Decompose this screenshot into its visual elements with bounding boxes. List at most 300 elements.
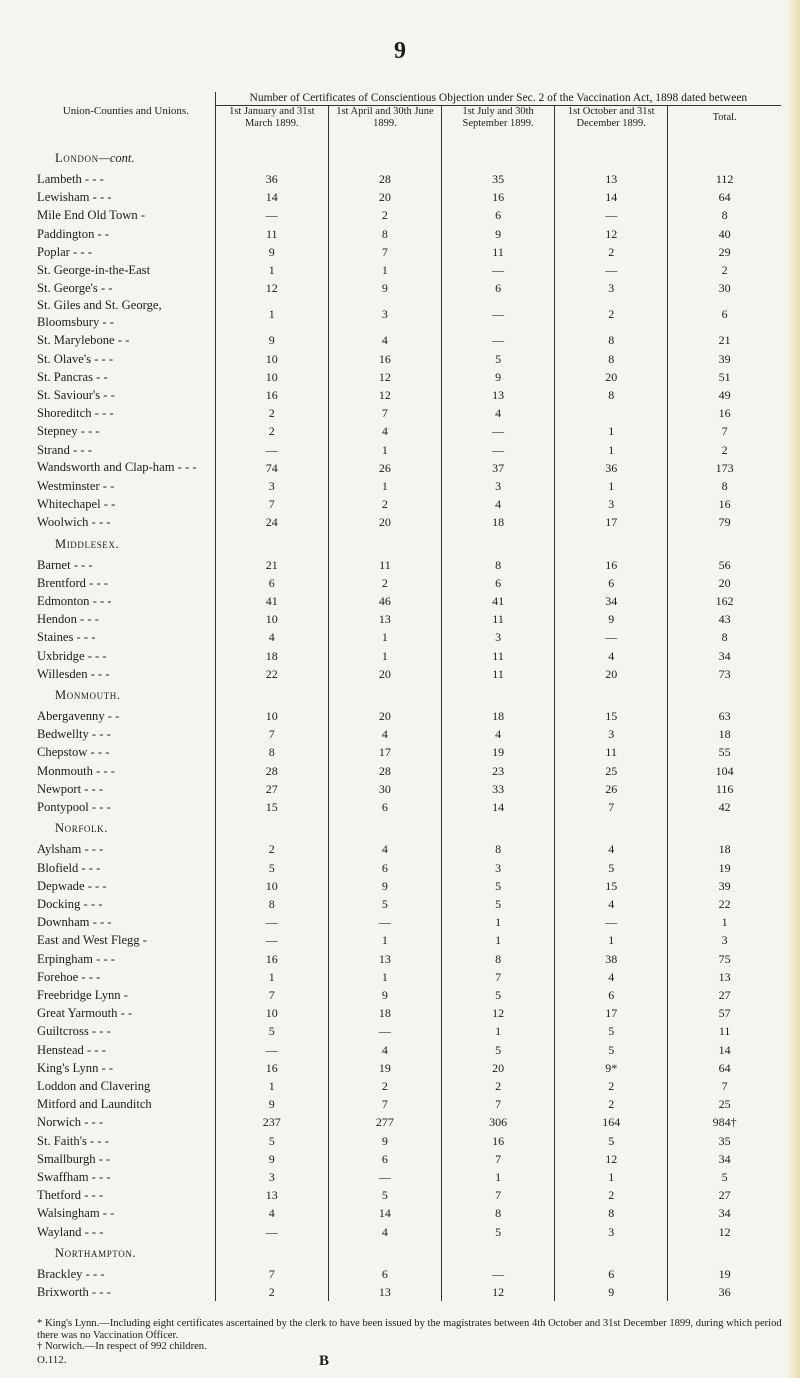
count-cell: 6 <box>215 574 328 592</box>
count-cell: 10 <box>215 877 328 895</box>
count-cell: 7 <box>442 1186 555 1204</box>
total-cell: 73 <box>668 665 781 683</box>
count-cell: 15 <box>555 877 668 895</box>
total-cell: 43 <box>668 610 781 628</box>
union-name: Loddon and Clavering <box>37 1078 151 1093</box>
union-name: Shoreditch - - - <box>37 406 114 421</box>
count-cell: 26 <box>328 459 441 477</box>
count-cell: 16 <box>442 188 555 206</box>
union-name: Swaffham - - - <box>37 1169 111 1184</box>
empty-cell <box>328 532 441 556</box>
count-cell: 2 <box>328 206 441 224</box>
count-cell: 1 <box>555 931 668 949</box>
table-row <box>37 762 781 780</box>
total-header: Total. <box>668 106 781 131</box>
count-cell: 1 <box>328 441 441 459</box>
union-name: Docking - - - <box>37 896 103 911</box>
count-cell: 1 <box>442 913 555 931</box>
count-cell: 1 <box>328 931 441 949</box>
empty-cell <box>555 683 668 707</box>
count-cell: 7 <box>215 495 328 513</box>
section-heading <box>37 683 215 707</box>
count-cell: 4 <box>555 647 668 665</box>
union-name: Hendon - - - <box>37 612 99 627</box>
count-cell: 8 <box>328 225 441 243</box>
count-cell: 12 <box>555 225 668 243</box>
count-cell: 28 <box>328 170 441 188</box>
table-row <box>37 574 781 592</box>
union-name: St. Olave's - - - <box>37 351 114 366</box>
union-name: Stepney - - - <box>37 424 100 439</box>
count-cell: 24 <box>215 513 328 531</box>
union-name: St. George-in-the-East <box>37 263 151 278</box>
union-name: Whitechapel - - <box>37 497 116 512</box>
count-cell: 8 <box>555 386 668 404</box>
count-cell: — <box>215 931 328 949</box>
total-cell: 21 <box>668 331 781 349</box>
page-edge-shade <box>786 0 800 1378</box>
total-cell: 22 <box>668 895 781 913</box>
table-row <box>37 1095 781 1113</box>
count-cell: 2 <box>442 1077 555 1095</box>
count-cell: 3 <box>442 859 555 877</box>
count-cell: 7 <box>442 968 555 986</box>
total-cell: 173 <box>668 459 781 477</box>
count-cell: 11 <box>442 665 555 683</box>
table-row <box>37 170 781 188</box>
table-row <box>37 331 781 349</box>
table-row <box>37 665 781 683</box>
count-cell: 3 <box>215 1168 328 1186</box>
table-row <box>37 610 781 628</box>
total-cell: 5 <box>668 1168 781 1186</box>
empty-cell <box>328 816 441 840</box>
count-cell: 6 <box>328 1265 441 1283</box>
count-cell: 1 <box>215 1077 328 1095</box>
signature-letter: B <box>319 1353 330 1369</box>
table-row <box>37 1223 781 1241</box>
table-row <box>37 297 781 331</box>
total-cell: 8 <box>668 477 781 495</box>
count-cell: 16 <box>328 350 441 368</box>
union-name: Mile End Old Town - <box>37 208 146 223</box>
section-title: Middlesex. <box>55 536 120 551</box>
count-cell: 11 <box>442 243 555 261</box>
count-cell: 7 <box>442 1095 555 1113</box>
empty-cell <box>215 1241 328 1265</box>
count-cell: 2 <box>328 495 441 513</box>
count-cell: 306 <box>442 1113 555 1131</box>
count-cell: — <box>442 261 555 279</box>
empty-cell <box>442 683 555 707</box>
count-cell: 8 <box>442 840 555 858</box>
count-cell: 18 <box>442 513 555 531</box>
count-cell: 11 <box>442 610 555 628</box>
count-cell: 28 <box>215 762 328 780</box>
count-cell: 7 <box>328 243 441 261</box>
union-name: Depwade - - - <box>37 878 107 893</box>
union-name: Lewisham - - - <box>37 190 112 205</box>
count-cell: 20 <box>328 513 441 531</box>
count-cell: — <box>215 441 328 459</box>
table-row <box>37 913 781 931</box>
count-cell: 237 <box>215 1113 328 1131</box>
count-cell: 2 <box>555 297 668 331</box>
count-cell: 20 <box>442 1059 555 1077</box>
count-cell: 4 <box>555 840 668 858</box>
count-cell: — <box>215 913 328 931</box>
count-cell: 5 <box>215 1022 328 1040</box>
table-row <box>37 628 781 646</box>
union-name: Erpingham - - - <box>37 951 115 966</box>
count-cell: 36 <box>555 459 668 477</box>
union-name: St. Pancras - - <box>37 369 108 384</box>
count-cell: 16 <box>215 950 328 968</box>
count-cell: 4 <box>328 725 441 743</box>
union-name: Woolwich - - - <box>37 515 111 530</box>
count-cell: 12 <box>328 386 441 404</box>
count-cell: — <box>555 913 668 931</box>
section-heading-row <box>37 532 781 556</box>
period-header: 1st July and 30th September 1899. <box>442 106 555 131</box>
count-cell: 19 <box>328 1059 441 1077</box>
count-cell <box>555 404 668 422</box>
section-title: Northampton. <box>55 1245 137 1260</box>
count-cell: 5 <box>442 1041 555 1059</box>
count-cell: 17 <box>555 1004 668 1022</box>
count-cell: 13 <box>328 1283 441 1301</box>
table-row <box>37 495 781 513</box>
empty-cell <box>442 1241 555 1265</box>
empty-cell <box>215 532 328 556</box>
count-cell: 13 <box>215 1186 328 1204</box>
page-number: 9 <box>394 38 406 64</box>
count-cell: 3 <box>328 297 441 331</box>
count-cell: 3 <box>442 628 555 646</box>
section-heading <box>37 532 215 556</box>
count-cell: 4 <box>442 404 555 422</box>
count-cell: 9 <box>328 877 441 895</box>
table-row <box>37 1150 781 1168</box>
total-cell: 27 <box>668 986 781 1004</box>
count-cell: 277 <box>328 1113 441 1131</box>
total-cell: 16 <box>668 404 781 422</box>
empty-cell <box>668 816 781 840</box>
total-cell: 63 <box>668 707 781 725</box>
union-name: Guiltcross - - - <box>37 1024 111 1039</box>
total-cell: 20 <box>668 574 781 592</box>
table-row <box>37 1113 781 1131</box>
count-cell: 10 <box>215 610 328 628</box>
footnote-kings-lynn: * King's Lynn.—Including eight certificates ascertained by the clerk to have been issued by the magistrates between 4th October and 31st December 1899, during which period there was no Vaccination Officer. <box>37 1318 782 1341</box>
count-cell: 9* <box>555 1059 668 1077</box>
count-cell: — <box>328 1022 441 1040</box>
section-heading <box>37 130 215 170</box>
total-cell: 19 <box>668 1265 781 1283</box>
count-cell: 5 <box>328 1186 441 1204</box>
union-name: St. Marylebone - - <box>37 333 130 348</box>
table-row <box>37 877 781 895</box>
count-cell: 14 <box>555 188 668 206</box>
count-cell: 35 <box>442 170 555 188</box>
count-cell: 164 <box>555 1113 668 1131</box>
section-title: Monmouth. <box>55 688 121 703</box>
union-column-header: Union-Counties and Unions. <box>62 105 189 117</box>
count-cell: 3 <box>555 495 668 513</box>
count-cell: 4 <box>555 895 668 913</box>
count-cell: 13 <box>328 950 441 968</box>
count-cell: 16 <box>555 556 668 574</box>
table-row <box>37 1283 781 1301</box>
total-cell: 79 <box>668 513 781 531</box>
period-header: 1st April and 30th June 1899. <box>328 106 441 131</box>
section-title: Norfolk. <box>55 821 108 836</box>
section-heading <box>37 1241 215 1265</box>
total-cell: 6 <box>668 297 781 331</box>
count-cell: 18 <box>442 707 555 725</box>
union-name: Aylsham - - - <box>37 842 104 857</box>
count-cell: 2 <box>215 840 328 858</box>
table-row <box>37 513 781 531</box>
table-row <box>37 780 781 798</box>
table-row <box>37 895 781 913</box>
total-cell: 51 <box>668 368 781 386</box>
count-cell: 14 <box>328 1204 441 1222</box>
union-name: Monmouth - - - <box>37 763 116 778</box>
table-row <box>37 859 781 877</box>
total-cell: 14 <box>668 1041 781 1059</box>
count-cell: 30 <box>328 780 441 798</box>
count-cell: 13 <box>442 386 555 404</box>
total-cell: 29 <box>668 243 781 261</box>
count-cell: 10 <box>215 368 328 386</box>
total-cell: 1 <box>668 913 781 931</box>
empty-cell <box>668 1241 781 1265</box>
count-cell: 20 <box>555 368 668 386</box>
union-name: Bedwellty - - - <box>37 727 111 742</box>
count-cell: 1 <box>215 261 328 279</box>
section-title-suffix: —cont. <box>98 151 135 165</box>
table-row <box>37 1041 781 1059</box>
empty-cell <box>215 816 328 840</box>
count-cell: 1 <box>328 647 441 665</box>
count-cell: 22 <box>215 665 328 683</box>
union-name: Freebridge Lynn - <box>37 987 128 1002</box>
total-cell: 18 <box>668 840 781 858</box>
count-cell: 41 <box>215 592 328 610</box>
section-heading-row <box>37 1241 781 1265</box>
total-cell: 30 <box>668 279 781 297</box>
count-cell: — <box>555 261 668 279</box>
count-cell: 12 <box>555 1150 668 1168</box>
total-cell: 75 <box>668 950 781 968</box>
count-cell: 5 <box>215 859 328 877</box>
count-cell: 3 <box>442 477 555 495</box>
count-cell: 9 <box>442 368 555 386</box>
count-cell: 18 <box>215 647 328 665</box>
count-cell: 3 <box>555 279 668 297</box>
period-header: 1st October and 31st December 1899. <box>555 106 668 131</box>
table-row <box>37 386 781 404</box>
count-cell: 7 <box>555 798 668 816</box>
empty-cell <box>442 532 555 556</box>
count-cell: 17 <box>328 743 441 761</box>
count-cell: 9 <box>215 331 328 349</box>
table-row <box>37 459 781 477</box>
table-row <box>37 968 781 986</box>
count-cell: 3 <box>555 725 668 743</box>
count-cell: 19 <box>442 743 555 761</box>
count-cell: 4 <box>328 1223 441 1241</box>
union-name: King's Lynn - - <box>37 1060 114 1075</box>
count-cell: 15 <box>555 707 668 725</box>
empty-cell <box>668 532 781 556</box>
page-footer <box>37 1354 783 1370</box>
count-cell: 9 <box>328 1132 441 1150</box>
union-name: Poplar - - - <box>37 244 92 259</box>
count-cell: 1 <box>328 968 441 986</box>
count-cell: 21 <box>215 556 328 574</box>
count-cell: 16 <box>215 386 328 404</box>
count-cell: 7 <box>442 1150 555 1168</box>
count-cell: 6 <box>442 206 555 224</box>
count-cell: 1 <box>328 477 441 495</box>
count-cell: 8 <box>442 556 555 574</box>
table-row <box>37 931 781 949</box>
total-cell: 19 <box>668 859 781 877</box>
table-row <box>37 368 781 386</box>
table-row <box>37 798 781 816</box>
union-name: Lambeth - - - <box>37 172 104 186</box>
count-cell: — <box>442 1265 555 1283</box>
total-cell: 7 <box>668 1077 781 1095</box>
count-cell: 20 <box>328 707 441 725</box>
count-cell: 17 <box>555 513 668 531</box>
total-cell: 8 <box>668 206 781 224</box>
count-cell: 4 <box>555 968 668 986</box>
total-cell: 116 <box>668 780 781 798</box>
union-name: Great Yarmouth - - <box>37 1006 133 1021</box>
count-cell: 4 <box>215 1204 328 1222</box>
table-row <box>37 743 781 761</box>
count-cell: 6 <box>442 574 555 592</box>
count-cell: 2 <box>215 404 328 422</box>
table-row <box>37 279 781 297</box>
union-name: Wandsworth and Clap-ham - - - <box>37 460 197 475</box>
count-cell: 41 <box>442 592 555 610</box>
empty-cell <box>215 130 328 170</box>
count-cell: 2 <box>328 574 441 592</box>
total-cell: 64 <box>668 1059 781 1077</box>
count-cell: — <box>442 331 555 349</box>
union-name: Wayland - - - <box>37 1224 104 1239</box>
count-cell: 7 <box>215 725 328 743</box>
count-cell: 9 <box>555 610 668 628</box>
count-cell: 4 <box>442 495 555 513</box>
count-cell: 4 <box>328 840 441 858</box>
certificates-table <box>37 92 781 1301</box>
table-row <box>37 477 781 495</box>
count-cell: 5 <box>555 1022 668 1040</box>
count-cell: 2 <box>555 1077 668 1095</box>
empty-cell <box>668 130 781 170</box>
total-cell: 35 <box>668 1132 781 1150</box>
union-name: St. George's - - <box>37 281 113 296</box>
count-cell: 34 <box>555 592 668 610</box>
count-cell: 33 <box>442 780 555 798</box>
period-header: 1st January and 31st March 1899. <box>215 106 328 131</box>
table-row <box>37 206 781 224</box>
empty-cell <box>328 683 441 707</box>
table-row <box>37 1132 781 1150</box>
count-cell: 26 <box>555 780 668 798</box>
table-row <box>37 188 781 206</box>
union-name: Blofield - - - <box>37 860 101 875</box>
union-name: Pontypool - - - <box>37 800 111 815</box>
count-cell: 6 <box>555 1265 668 1283</box>
union-name: Abergavenny - - <box>37 709 120 724</box>
table-row <box>37 1022 781 1040</box>
count-cell: 2 <box>215 422 328 440</box>
table-row <box>37 647 781 665</box>
count-cell: 6 <box>555 574 668 592</box>
count-cell: 1 <box>555 1168 668 1186</box>
count-cell: 8 <box>555 331 668 349</box>
count-cell: 4 <box>328 1041 441 1059</box>
table-row <box>37 441 781 459</box>
union-name: Walsingham - - <box>37 1206 115 1221</box>
count-cell: 1 <box>442 1022 555 1040</box>
count-cell: 1 <box>555 422 668 440</box>
count-cell: 27 <box>215 780 328 798</box>
total-cell: 162 <box>668 592 781 610</box>
count-cell: 6 <box>442 279 555 297</box>
count-cell: 7 <box>328 1095 441 1113</box>
count-cell: 6 <box>555 986 668 1004</box>
section-heading-row <box>37 683 781 707</box>
total-cell: 40 <box>668 225 781 243</box>
count-cell: 10 <box>215 350 328 368</box>
count-cell: — <box>215 206 328 224</box>
section-heading <box>37 816 215 840</box>
count-cell: 8 <box>215 895 328 913</box>
count-cell: 14 <box>442 798 555 816</box>
count-cell: — <box>328 913 441 931</box>
section-title: London <box>55 151 99 165</box>
total-cell: 2 <box>668 261 781 279</box>
union-name: Edmonton - - - <box>37 594 112 609</box>
count-cell: 12 <box>215 279 328 297</box>
union-name: Uxbridge - - - <box>37 648 107 663</box>
count-cell: 2 <box>555 1095 668 1113</box>
count-cell: 3 <box>555 1223 668 1241</box>
table-row <box>37 243 781 261</box>
count-cell: 5 <box>555 859 668 877</box>
count-cell: 20 <box>328 665 441 683</box>
count-cell: 9 <box>442 225 555 243</box>
total-cell: 104 <box>668 762 781 780</box>
total-cell: 3 <box>668 931 781 949</box>
total-cell: 39 <box>668 877 781 895</box>
table-row <box>37 840 781 858</box>
count-cell: 2 <box>215 1283 328 1301</box>
footnotes <box>37 1318 783 1353</box>
count-cell: 25 <box>555 762 668 780</box>
empty-cell <box>215 683 328 707</box>
empty-cell <box>328 130 441 170</box>
count-cell: 9 <box>215 1095 328 1113</box>
count-cell: 36 <box>215 170 328 188</box>
